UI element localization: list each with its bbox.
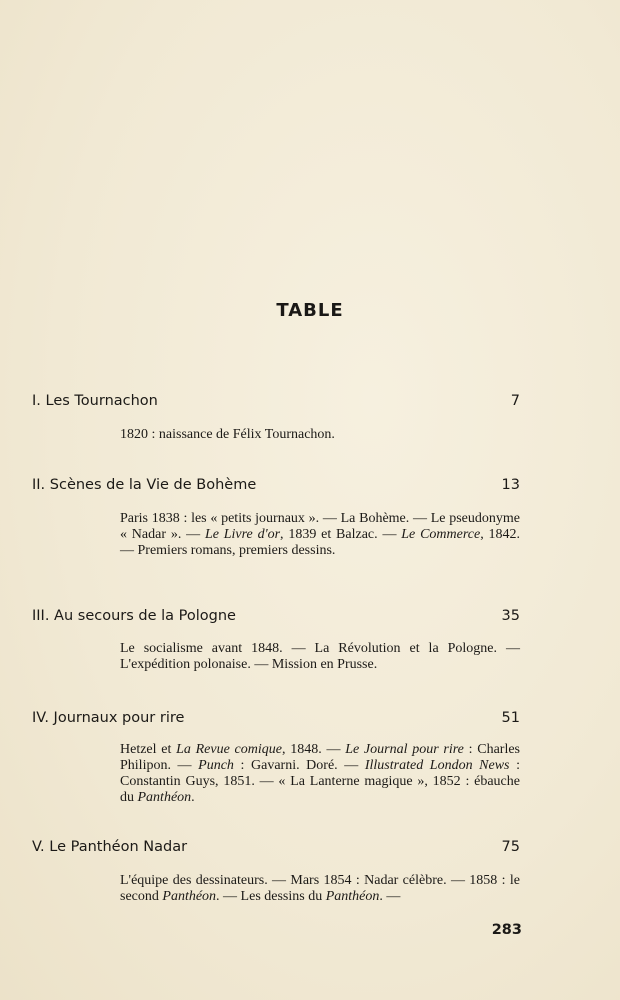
toc-entry-page: 13	[501, 477, 520, 493]
summary-text-run: , 1842. — Premiers romans, premiers dessins.	[120, 527, 521, 558]
summary-italic-run: Le Livre d'or	[204, 527, 281, 542]
toc-entry-page: 7	[510, 393, 520, 409]
summary-text-run: . —	[379, 889, 401, 904]
toc-entry-title: III. Au secours de la Pologne	[32, 608, 236, 624]
toc-entry-title: I. Les Tournachon	[32, 393, 158, 409]
toc-entry-page: 75	[501, 839, 520, 855]
summary-text-run: Paris 1838 : les « petits journaux ». — La Bohème. — Le pseudonyme « Nadar ». —	[120, 511, 520, 542]
summary-italic-run: Illustrated London News	[364, 758, 510, 773]
summary-text-run: . — Les dessins du	[216, 889, 326, 904]
summary-italic-run: Panthéon	[137, 790, 192, 805]
summary-text-run: : Charles Philipon. —	[120, 742, 520, 773]
toc-entry-summary	[120, 873, 520, 905]
summary-italic-run: Le Journal pour rire	[345, 742, 464, 757]
toc-entry-summary	[120, 511, 520, 559]
toc-entry-title: V. Le Panthéon Nadar	[32, 839, 188, 855]
summary-italic-run: Punch	[198, 758, 234, 773]
toc-entry-title: IV. Journaux pour rire	[32, 710, 185, 726]
summary-italic-run: Panthéon	[325, 889, 380, 904]
toc-entry-summary	[120, 742, 520, 806]
toc-entry-heading-row	[32, 839, 520, 855]
toc-entry-title: II. Scènes de la Vie de Bohème	[32, 477, 257, 493]
toc-entry-summary	[120, 427, 520, 443]
toc-entry-page: 35	[501, 608, 520, 624]
summary-italic-run: La Revue comique	[176, 742, 282, 757]
toc-entry-heading-row	[32, 710, 520, 726]
page-title: TABLE	[276, 300, 344, 321]
summary-text-run: Hetzel et	[120, 742, 177, 757]
page-number: 283	[491, 922, 522, 938]
summary-text-run: 1820 : naissance de Félix Tournachon.	[120, 427, 335, 442]
summary-text-run: : Constantin Guys, 1851. — « La Lanterne magique », 1852 : ébauche du	[120, 758, 520, 805]
summary-text-run: , 1848. —	[281, 742, 346, 757]
toc-entry-heading-row	[32, 393, 520, 409]
summary-italic-run: Panthéon	[162, 889, 217, 904]
toc-entry-summary	[120, 641, 520, 673]
toc-entry-page: 51	[501, 710, 520, 726]
summary-text-run: .	[191, 790, 195, 805]
summary-text-run: L'équipe des dessinateurs. — Mars 1854 : Nadar célèbre. — 1858 : le second	[120, 873, 520, 904]
toc-entry-heading-row	[32, 477, 520, 493]
summary-text-run: , 1839 et Balzac. —	[280, 527, 402, 542]
summary-text-run: Le socialisme avant 1848. — La Révolution et la Pologne. — L'expédition polonaise. — Mission en Prusse.	[120, 641, 520, 672]
toc-entry-heading-row	[32, 608, 520, 624]
summary-text-run: : Gavarni. Doré. —	[233, 758, 365, 773]
summary-italic-run: Le Commerce	[401, 527, 481, 542]
